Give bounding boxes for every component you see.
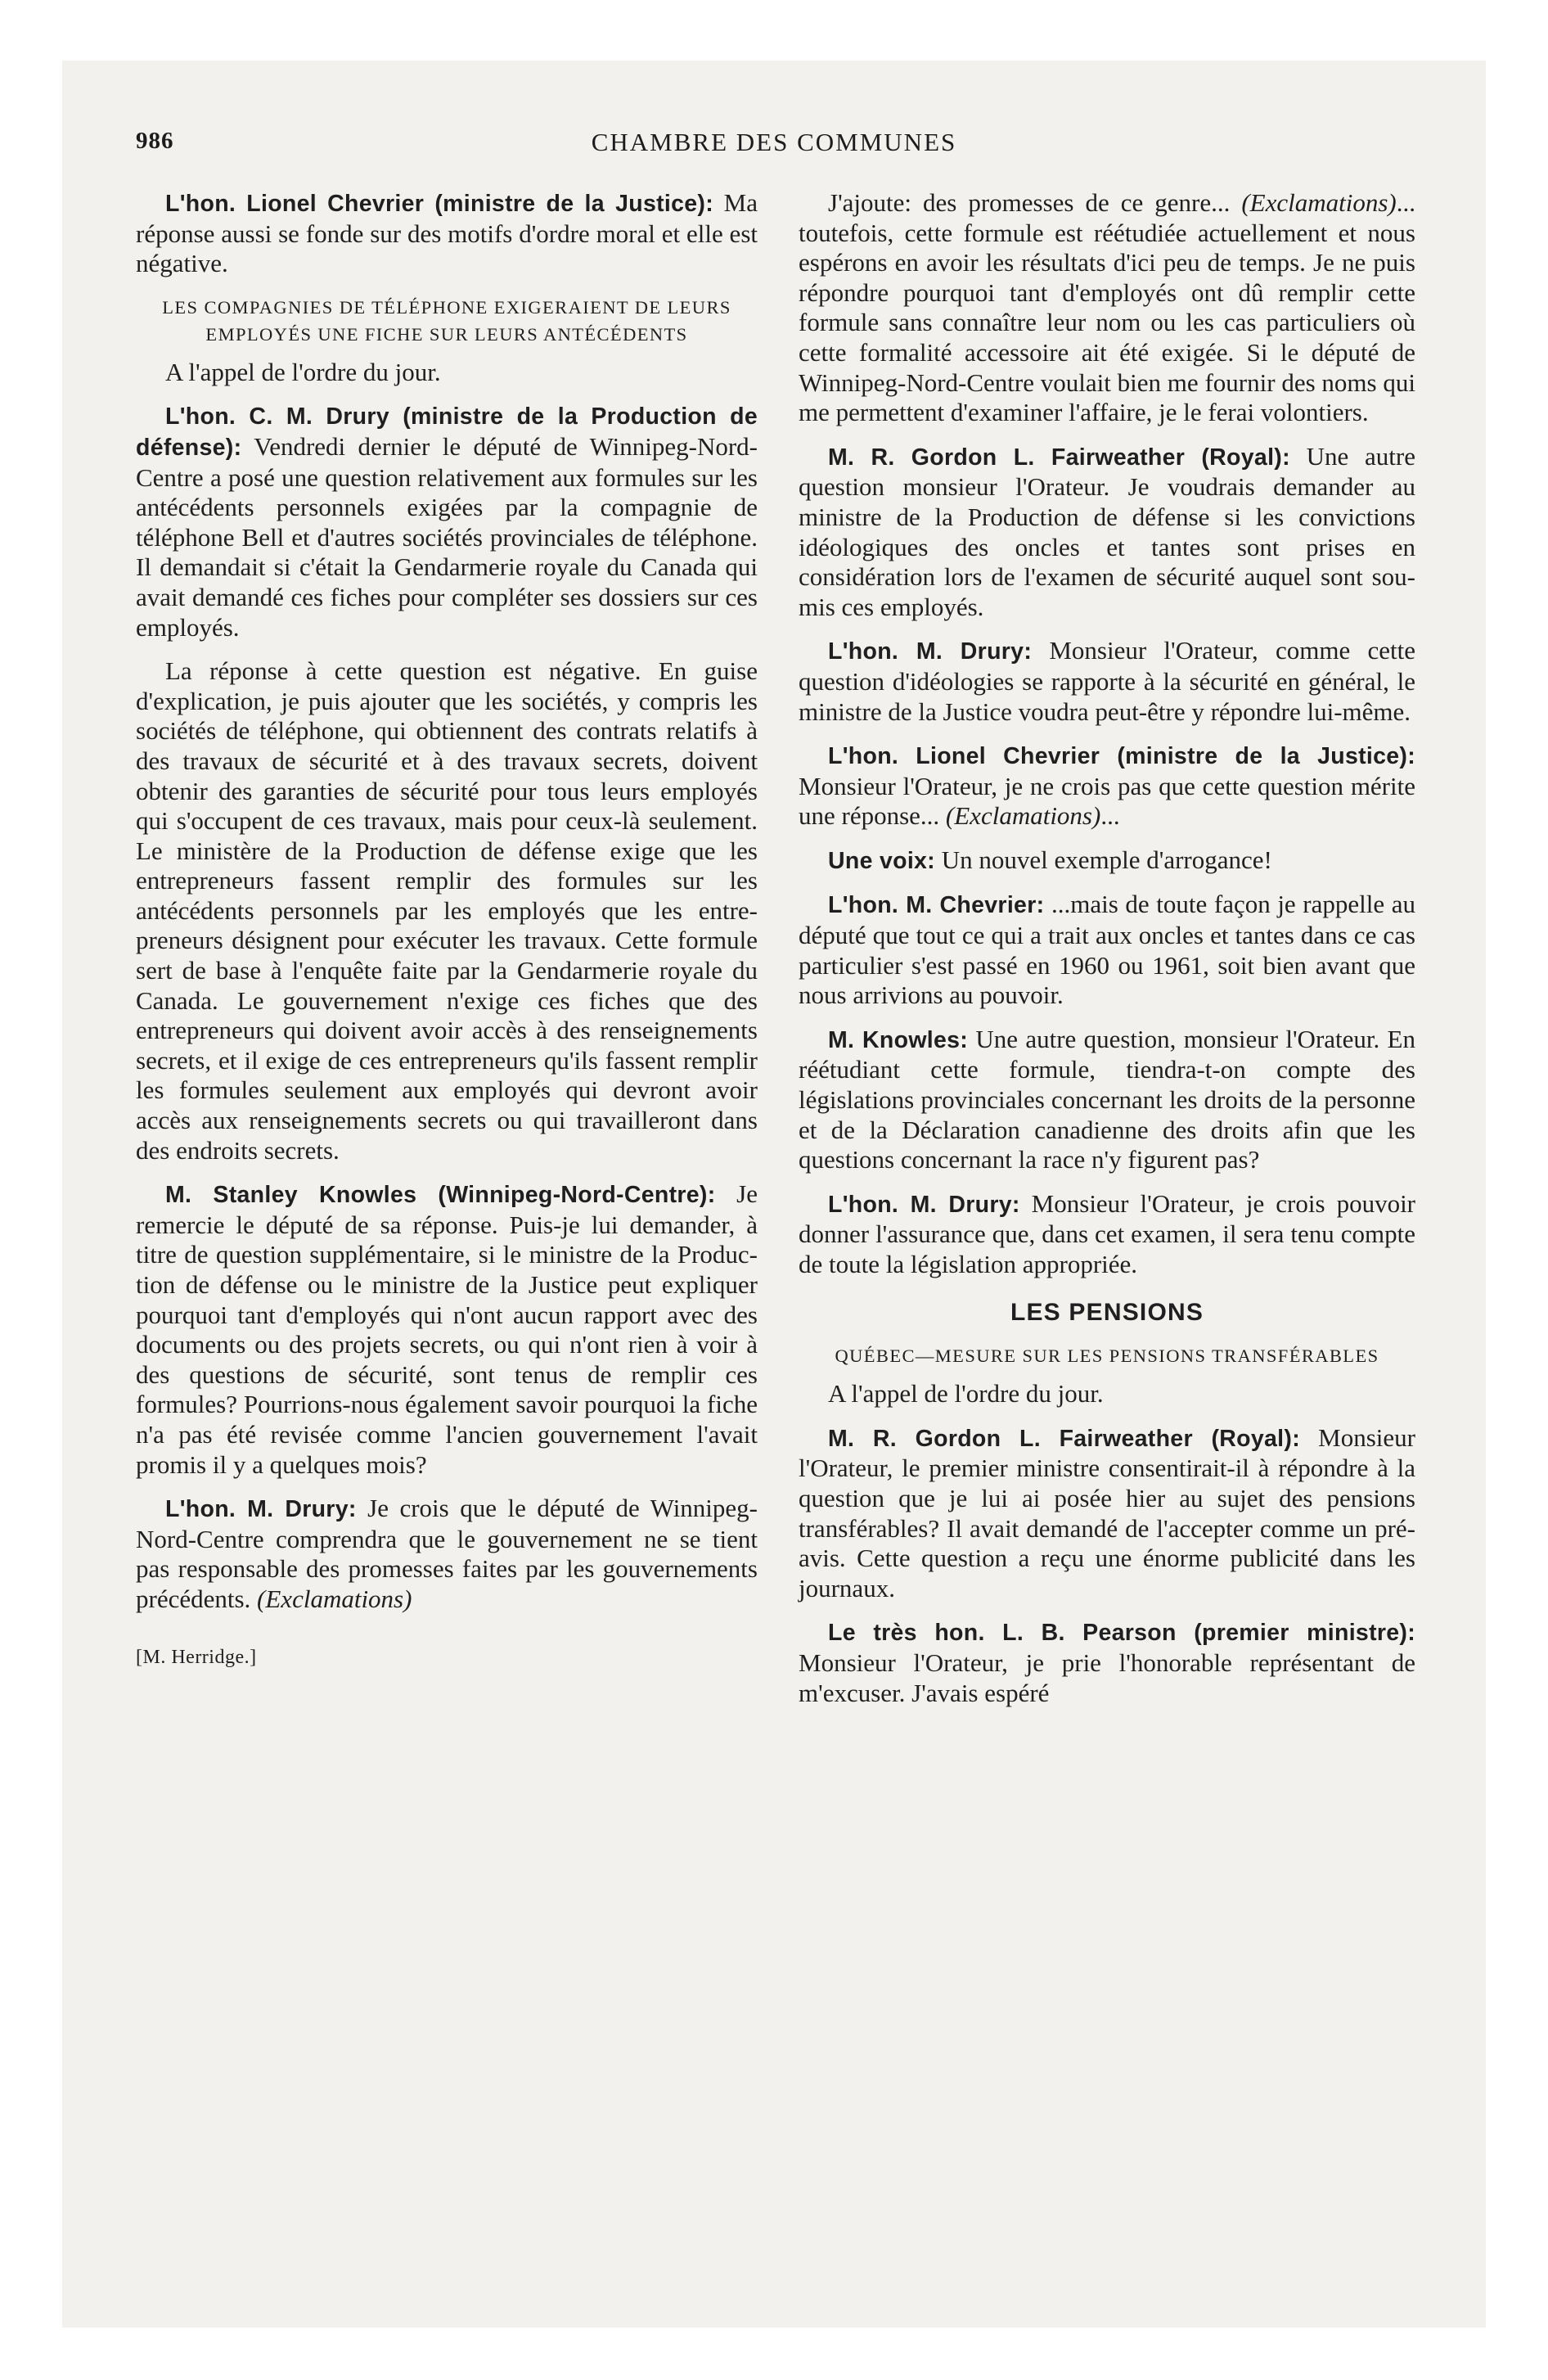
- section-heading: LES COMPAGNIES DE TÉLÉPHONE EXIGERAIENT DE LEURS EMPLOYÉS UNE FICHE SUR LEURS ANTÉCÉDENTS: [162, 296, 731, 345]
- speaker-name: L'hon. M. Drury:: [165, 1496, 357, 1523]
- paragraph-text: Monsieur l'Orateur, comme cette question d'idéologies se rapporte à la sécurité en général, le ministre de la Justice voudra peut-être y répondre lui-même.: [799, 636, 1415, 726]
- paragraph: [136, 1494, 758, 1614]
- paragraph: [799, 845, 1415, 877]
- paragraph-text: La réponse à cette question est négative. En guise d'explication, je puis ajouter que les sociétés, y compris les sociétés de téléphone, qui obtiennent des contrats relatifs à des travaux de sécurité et à des travaux secrets, doivent obtenir des garanties de sécurité pour tous leurs employés qui s'occupent de ces travaux, mais pour ceux-là seulement. Le ministère de la Production de défense exige que les entrepreneurs fassent remplir des formules sur les antécédents personnels par les employés que les entrepreneurs désignent pour exécuter les travaux. Cette formule sert de base à l'enquête faite par la Gendarmerie royale du Canada. Le gouvernement n'exige ces fiches que des entrepreneurs qui doivent avoir accès à des renseignements secrets, et il exige de ces entrepreneurs qu'ils fassent remplir les formules seulement aux employés qui devront avoir accès aux renseignements secrets ou qui travailleront dans des endroits secrets.: [136, 656, 758, 1165]
- document-page: [62, 61, 1486, 2328]
- paragraph: [799, 1025, 1415, 1175]
- running-title: CHAMBRE DES COMMUNES: [591, 128, 957, 156]
- section-title: LES PENSIONS: [1010, 1298, 1204, 1326]
- paragraph-text: Une autre question monsieur l'Orateur. Je voudrais demander au ministre de la Production de défense si les convictions idéologiques des oncles et tantes sont prises en considération lors de l'examen de sécurité auquel sont soumis ces employés.: [799, 441, 1415, 621]
- speaker-name: M. R. Gordon L. Fairweather (Royal):: [828, 444, 1290, 471]
- paragraph-text: J'ajoute: des promesses de ce genre...: [828, 188, 1242, 217]
- speaker-name: M. Knowles:: [828, 1026, 969, 1053]
- italic-aside: (Exclamations): [1241, 188, 1397, 217]
- speaker-name: L'hon. Lionel Chevrier (ministre de la Justice):: [828, 743, 1415, 770]
- speaker-name: L'hon. M. Drury:: [828, 1191, 1020, 1218]
- paragraph: [799, 442, 1415, 623]
- paragraph: [799, 741, 1415, 832]
- paragraph-text: Monsieur l'Orateur, je crois pouvoir donner l'assurance que, dans cet examen, il sera tenu compte de toute la législation appropriée.: [799, 1188, 1416, 1278]
- speaker-name: L'hon. M. Drury:: [828, 638, 1033, 665]
- speaker-name: Une voix:: [828, 847, 935, 874]
- page-footer-note: [M. Herridge.]: [136, 1646, 257, 1668]
- paragraph: [136, 656, 758, 1165]
- italic-aside: (Exclamations): [257, 1584, 412, 1613]
- speaker-name: M. Stanley Knowles (Winnipeg-Nord-Centre):: [165, 1182, 716, 1209]
- paragraph: [136, 358, 758, 388]
- paragraph: [799, 188, 1415, 428]
- paragraph-text: ... toutefois, cette formule est réétudiée actuellement et nous espérons en avoir les résultats d'ici peu de temps. Je ne puis répondre pourquoi tant d'employés ont dû remplir cette formule sans connaître leur nom ou les cas particuliers où cette formalité accessoire ait été exigée. Si le député de Winnipeg-Nord-Centre voulait bien me fournir des noms qui me permettent d'examiner l'affaire, je le ferai volontiers.: [799, 188, 1415, 427]
- paragraph-text: Une autre question, monsieur l'Orateur. En réétudiant cette formule, tiendra-t-on compte des législations provinciales concernant les droits de la personne et de la Déclaration canadienne des droits afin que les questions concernant la race n'y figurent pas?: [799, 1024, 1415, 1174]
- paragraph: [799, 636, 1415, 727]
- paragraph-text: Monsieur l'Orateur, je ne crois pas que cette question mérite une réponse...: [799, 771, 1415, 831]
- italic-aside: (Exclamations): [945, 801, 1101, 831]
- speaker-name: L'hon. C. M. Drury (ministre de la Production de défense):: [136, 403, 758, 461]
- page-header: [62, 128, 1486, 160]
- paragraph: [136, 1179, 758, 1480]
- page-number: 986: [136, 128, 174, 154]
- paragraph-text: ...: [1100, 801, 1120, 831]
- paragraph-text: Ma réponse aussi se fonde sur des motifs d'ordre moral et elle est négative.: [136, 188, 758, 278]
- paragraph-text: Un nouvel exemple d'arrogance!: [934, 845, 1272, 874]
- paragraph-text: A l'appel de l'ordre du jour.: [165, 357, 441, 386]
- right-column: [799, 188, 1415, 1722]
- paragraph: [799, 1423, 1415, 1604]
- speaker-name: L'hon. Lionel Chevrier (ministre de la Justice):: [165, 191, 713, 217]
- paragraph-text: Vendredi dernier le député de Winnipeg-Nord-Centre a posé une question relativement aux formules sur les antécédents personnels exigées par la compagnie de téléphone Bell et d'autres sociétés provinciales de téléphone. Il demandait si c'était la Gendarmerie royale du Canada qui avait demandé ces fiches pour compléter ses dossiers sur ces employés.: [136, 431, 758, 642]
- paragraph: [799, 890, 1415, 1010]
- paragraph-text: Je remercie le député de sa réponse. Puis-je lui demander, à titre de question supplémentaire, si le ministre de la Production de défense ou le ministre de la Justice peut expliquer pourquoi tant d'employés qui n'ont aucun rapport avec des documents ou des projets secrets, ou qui n'ont rien à voir à des questions de sécurité, sont tenus de remplir ces formules? Pourrions-nous également savoir pourquoi la fiche n'a pas été revisée comme l'ancien gouvernement l'avait promis il y a quelques mois?: [136, 1179, 758, 1479]
- left-column: [136, 188, 758, 1686]
- paragraph-text: A l'appel de l'ordre du jour.: [828, 1379, 1104, 1409]
- speaker-name: M. R. Gordon L. Fairweather (Royal):: [828, 1425, 1300, 1452]
- speaker-name: L'hon. M. Chevrier:: [828, 892, 1045, 919]
- paragraph-text: Monsieur l'Orateur, je prie l'honorable représentant de m'excuser. J'avais espéré: [799, 1648, 1415, 1707]
- paragraph-text: ...mais de toute façon je rappelle au député que tout ce qui a trait aux oncles et tantes dans ce cas particulier s'est passé en 1960 ou 1961, soit bien avant que nous arrivions au pouvoir.: [799, 890, 1415, 1010]
- paragraph-text: Je crois que le député de Winnipeg-Nord-Centre comprendra que le gouvernement ne se tient pas responsable des promesses faites par les gouvernements précédents.: [136, 1494, 758, 1613]
- paragraph: [136, 401, 758, 642]
- paragraph: [799, 1379, 1415, 1409]
- paragraph: [799, 1189, 1415, 1280]
- speaker-name: Le très hon. L. B. Pearson (premier ministre):: [828, 1620, 1415, 1647]
- paragraph: [136, 188, 758, 279]
- paragraph: [799, 1617, 1415, 1708]
- section-subheading: QUÉBEC—MESURE SUR LES PENSIONS TRANSFÉRABLES: [835, 1346, 1379, 1367]
- paragraph-text: Monsieur l'Orateur, le premier ministre consentirait-il à répondre à la question que je lui ai posée hier au sujet des pensions transférables? Il avait demandé de l'accepter comme un préavis. Cette question a reçu une énorme publicité dans les journaux.: [799, 1422, 1415, 1602]
